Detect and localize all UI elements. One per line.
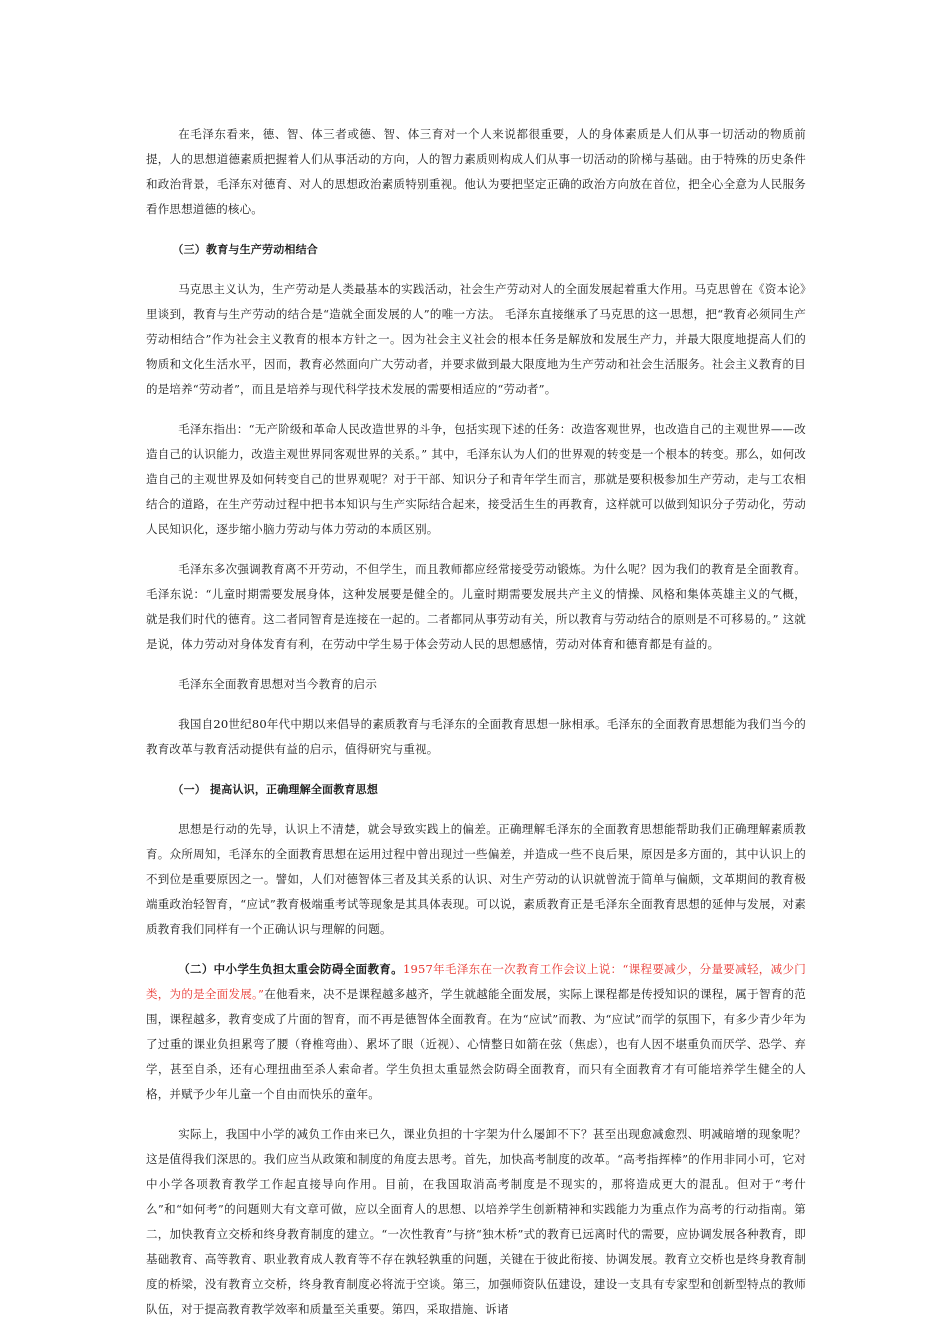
paragraph-labor-training: 毛泽东多次强调教育离不开劳动，不但学生，而且教师都应经常接受劳动锻炼。为什么呢？因为我们的教育是全面教育。毛泽东说：“儿童时期需要发展身体，这种发展要是健全的。儿童时期需要发展共产主义的情操、风格和集体英雄主义的气概，就是我们时代的德育。这二者同智育是连接在一起的。二者都同从事劳动有关，所以教育与劳动结合的原则是不可移易的。” 这就是说，体力劳动对身体发育有利，在劳动中学生易于体会劳动人民的思想感情，劳动对体育和德育都是有益的。 [146, 562, 806, 651]
paragraph-marxism-labor: 马克思主义认为，生产劳动是人类最基本的实践活动，社会生产劳动对人的全面发展起着重大作用。马克思曾在《资本论》里谈到，教育与生产劳动的结合是“造就全面发展的人”的唯一方法。 毛泽东直接继承了马克思的这一思想，把“教育必须同生产劳动相结合”作为社会主义教育的根本方针之一。因为社会主义社会的根本任务是解放和发展生产力，并最大限度地提高人们的物质和文化生活水平，因而，教育必然面向广大劳动者，并要求做到最大限度地为生产劳动和社会生活服务。社会主义教育的目的是培养“劳动者”，而且是培养与现代科学技术发展的需要相适应的“劳动者”。 [146, 282, 806, 396]
section-heading-education-and-labor: （三）教育与生产劳动相结合 [172, 243, 318, 256]
document-page [146, 122, 806, 1337]
paragraph-burden-reform: 实际上，我国中小学的减负工作由来已久，课业负担的十字架为什么屡卸不下？甚至出现愈减愈烈、明减暗增的现象呢？这是值得我们深思的。我们应当从政策和制度的角度去思考。首先，加快高考制度的改革。“高考指挥棒”的作用非同小可，它对中小学各项教育教学工作起直接导向作用。目前，在我国取消高考制度是不现实的，那将造成更大的混乱。但对于“考什么”和“如何考”的问题则大有文章可做，应以全面育人的思想、以培养学生创新精神和实践能力为重点作为高考的行动指南。第二，加快教育立交桥和终身教育制度的建立。“一次性教育”与挤“独木桥”式的教育已远离时代的需要，应协调发展各种教育，即基础教育、高等教育、职业教育成人教育等不存在孰轻孰重的问题，关键在于彼此衔接、协调发展。教育立交桥也是终身教育制度的桥梁，没有教育立交桥，终身教育制度必将流于空谈。第三，加强师资队伍建设，建设一支具有专家型和创新型特点的教师队伍，对于提高教育教学效率和质量至关重要。第四，采取措施、诉诸 [146, 1127, 806, 1316]
paragraph-understanding: 思想是行动的先导，认识上不清楚，就会导致实践上的偏差。正确理解毛泽东的全面教育思想能帮助我们正确理解素质教育。众所周知，毛泽东的全面教育思想在运用过程中曾出现过一些偏差，并造成一些不良后果，原因是多方面的，其中认识上的不到位是重要原因之一。譬如，人们对德智体三者及其关系的认识、对生产劳动的认识就曾流于简单与偏颇，文革期间的教育极端重政治轻智育，“应试”教育极端重考试等现象是其具体表现。可以说，素质教育正是毛泽东全面教育思想的延伸与发展，对素质教育我们同样有一个正确认识与理解的问题。 [146, 822, 806, 936]
mao-quote-highlight: 1957年毛泽东在一次教育工作会议上说：“课程要减少，分量要减轻，减少门类，为的是全面发展。” [146, 962, 806, 1001]
paragraph-quality-education: 我国自20世纪80年代中期以来倡导的素质教育与毛泽东的全面教育思想一脉相承。毛泽东的全面教育思想能为我们当今的教育改革与教育活动提供有益的启示，值得研究与重视。 [146, 717, 806, 756]
section-subtitle-implications: 毛泽东全面教育思想对当今教育的启示 [178, 677, 378, 691]
paragraph-moral-education: 在毛泽东看来，德、智、体三者或德、智、体三育对一个人来说都很重要，人的身体素质是人们从事一切活动的物质前提，人的思想道德素质把握着人们从事活动的方向，人的智力素质则构成人们从事一切活动的阶梯与基础。由于特殊的历史条件和政治背景，毛泽东对德育、对人的思想政治素质特别重视。他认为要把坚定正确的政治方向放在首位，把全心全意为人民服务看作思想道德的核心。 [146, 127, 806, 216]
paragraph-student-burden [146, 957, 806, 1107]
student-burden-lead: （二）中小学生负担太重会防碍全面教育。 [178, 962, 403, 976]
paragraph-worldview: 毛泽东指出：“无产阶级和革命人民改造世界的斗争，包括实现下述的任务：改造客观世界，也改造自己的主观世界——改造自己的认识能力，改造主观世界同客观世界的关系。” 其中，毛泽东认为人们的世界观的转变是一个根本的转变。那么，如何改造自己的主观世界及如何转变自己的世界观呢？对于干部、知识分子和青年学生而言，那就是要积极参加生产劳动，走与工农相结合的道路，在生产劳动过程中把书本知识与生产实际结合起来，接受活生生的再教育，这样就可以做到知识分子劳动化，劳动人民知识化，逐步缩小脑力劳动与体力劳动的本质区别。 [146, 422, 806, 536]
section-heading-understanding: （一） 提高认识，正确理解全面教育思想 [172, 783, 379, 796]
student-burden-body: 在他看来，决不是课程越多越齐，学生就越能全面发展，实际上课程都是传授知识的课程，属于智育的范围，课程越多，教育变成了片面的智育，而不再是德智体全面教育。在为“应试”而教、为“应试”而学的氛围下，有多少青少年为了过重的课业负担累弯了腰（脊椎弯曲）、累坏了眼（近视）、心情整日如箭在弦（焦虑），也有人因不堪重负而厌学、恐学、弃学，甚至自杀，还有心理扭曲至杀人索命者。学生负担太重显然会防碍全面教育，而只有全面教育才有可能培养学生健全的人格，并赋予少年儿童一个自由而快乐的童年。 [146, 987, 807, 1101]
